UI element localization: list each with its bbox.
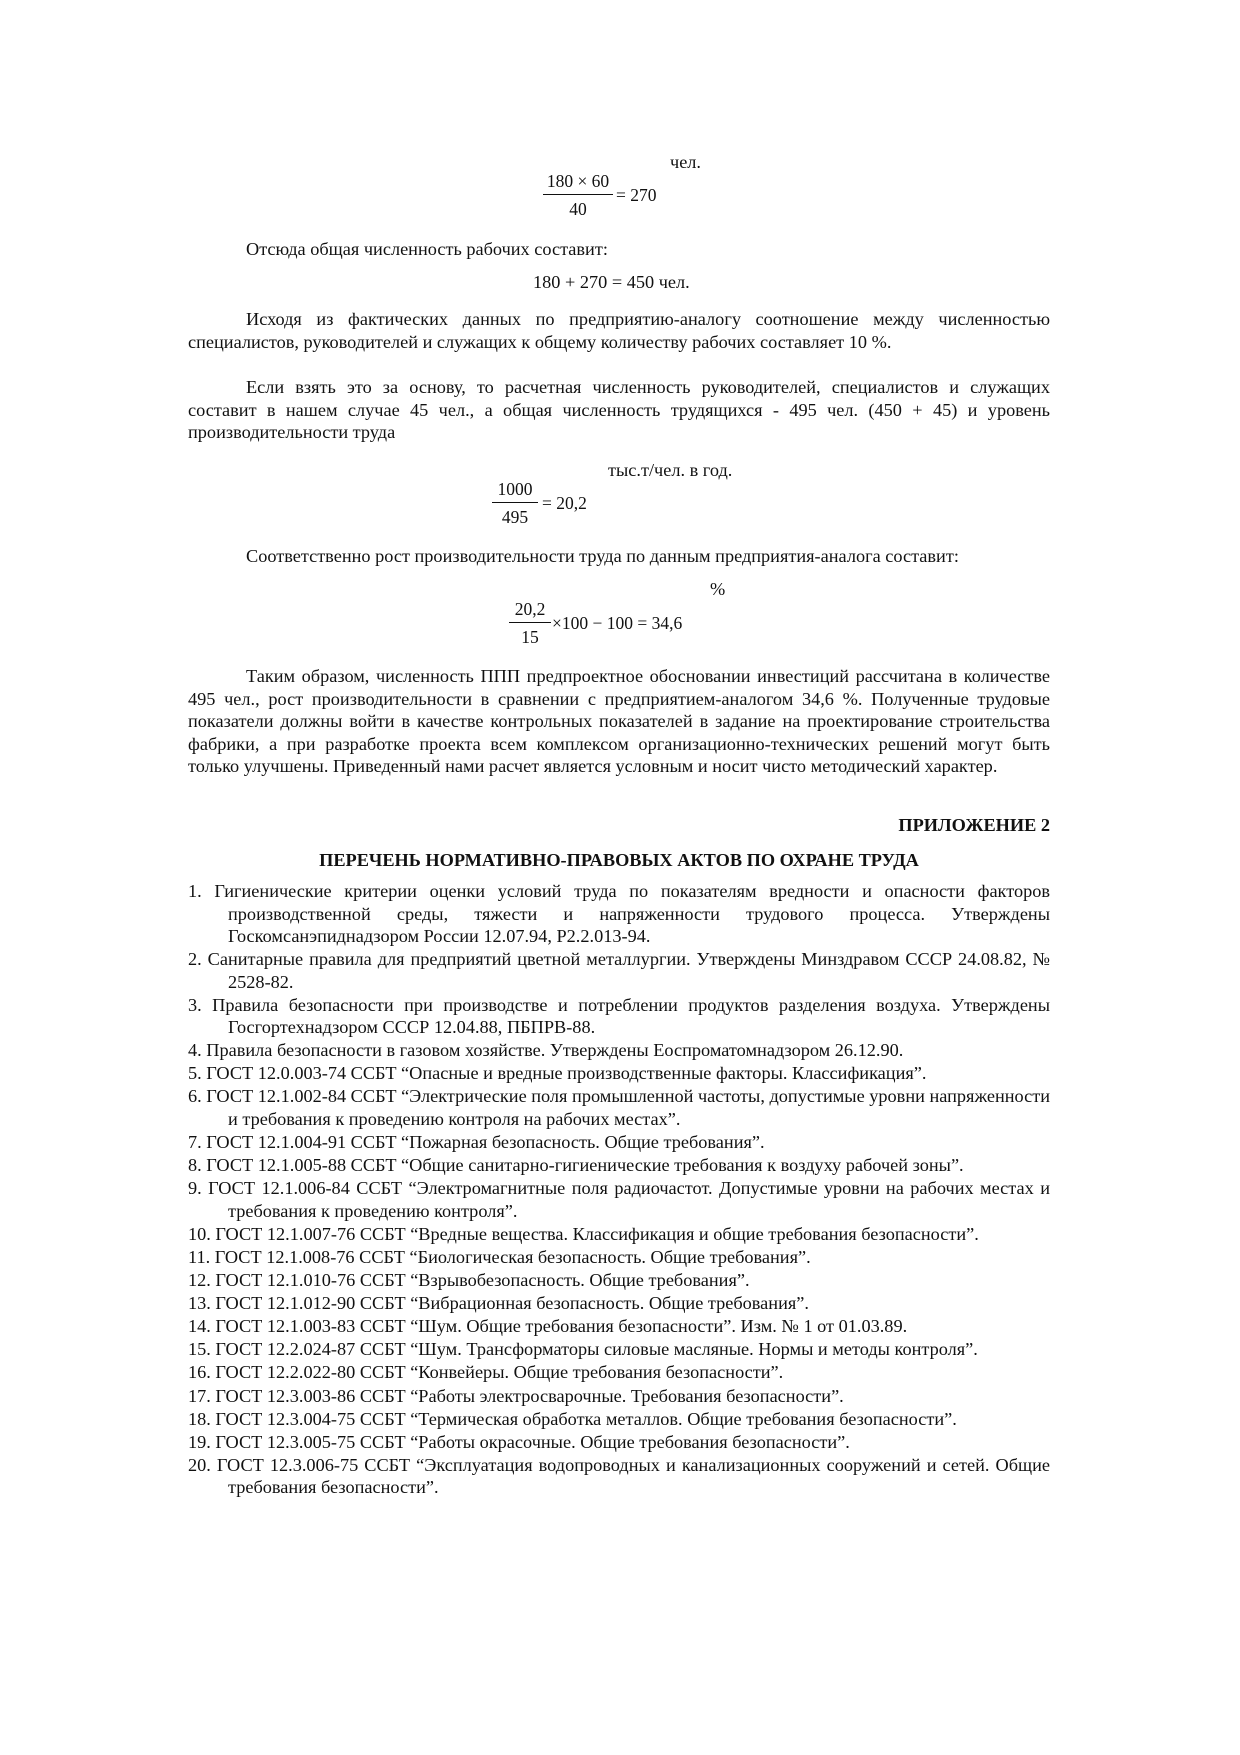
paragraph-growth: Соответственно рост производительности труда по данным предприятия-аналога составит: [246,546,959,566]
formula1-unit: чел. [670,152,702,172]
list-item: 8. ГОСТ 12.1.005-88 ССБТ “Общие санитарно-гигиенические требования к воздуху рабочей зоны”. [188,1155,964,1176]
list-item: 6. ГОСТ 12.1.002-84 ССБТ “Электрические поля промышленной частоты, допустимые уровни напряженности и требования к проведению контроля на рабочих местах”. [188,1086,1050,1129]
list-item: 14. ГОСТ 12.1.003-83 ССБТ “Шум. Общие требования безопасности”. Изм. № 1 от 01.03.89. [188,1316,908,1337]
list-item: 9. ГОСТ 12.1.006-84 ССБТ “Электромагнитные поля радиочастот. Допустимые уровни на рабочих местах и требования к проведению контроля”. [188,1178,1050,1221]
list-item: 2. Санитарные правила для предприятий цветной металлургии. Утверждены Минздравом СССР 24.08.82, № 2528-82. [188,949,1050,992]
list-item: 16. ГОСТ 12.2.022-80 ССБТ “Конвейеры. Общие требования безопасности”. [188,1362,784,1383]
fraction-bar [492,502,538,503]
formula2-fraction [492,478,538,528]
list-item: 19. ГОСТ 12.3.005-75 ССБТ “Работы окрасочные. Общие требования безопасности”. [188,1431,850,1452]
formula2-numerator: 1000 [497,479,533,499]
appendix-label: ПРИЛОЖЕНИЕ 2 [898,815,1050,835]
list-item: 1. Гигиенические критерии оценки условий труда по показателям вредности и опасности факторов производственной среды, тяжести и напряженности трудового процесса. Утверждены Госкомсанэпиднадзором России 12.07.94, Р2.2.013-94. [188,881,1050,946]
formula3-fraction [509,598,551,648]
acts-list [188,880,1050,1499]
list-item: 5. ГОСТ 12.0.003-74 ССБТ “Опасные и вредные производственные факторы. Классификация”. [188,1063,927,1084]
list-item: 10. ГОСТ 12.1.007-76 ССБТ “Вредные вещества. Классификация и общие требования безопасности”. [188,1223,979,1244]
list-item: 7. ГОСТ 12.1.004-91 ССБТ “Пожарная безопасность. Общие требования”. [188,1132,765,1153]
list-item: 20. ГОСТ 12.3.006-75 ССБТ “Эксплуатация водопроводных и канализационных сооружений и сетей. Общие требования безопасности”. [188,1454,1050,1498]
paragraph-total-intro: Отсюда общая численность рабочих составит: [246,239,608,259]
formula3-result: ×100 − 100 = 34,6 [552,613,683,633]
list-item: 4. Правила безопасности в газовом хозяйстве. Утверждены Еоспроматомнадзором 26.12.90. [188,1040,904,1061]
formula3-unit: % [710,579,726,599]
fraction-bar [509,622,551,623]
list-item: 13. ГОСТ 12.1.012-90 ССБТ “Вибрационная безопасность. Общие требования”. [188,1293,809,1314]
formula2-unit: тыс.т/чел. в год. [608,460,733,480]
formula2-denominator: 495 [501,507,529,527]
list-item: 3. Правила безопасности при производстве и потреблении продуктов разделения воздуха. Утверждены Госгортехнадзором СССР 12.04.88, ПБПРВ-88. [188,994,1050,1038]
formula2-result: = 20,2 [542,493,587,513]
formula1-fraction [543,170,613,220]
list-title: ПЕРЕЧЕНЬ НОРМАТИВНО-ПРАВОВЫХ АКТОВ ПО ОХРАНЕ ТРУДА [319,850,919,870]
formula1-denominator: 40 [569,199,587,219]
list-item: 11. ГОСТ 12.1.008-76 ССБТ “Биологическая безопасность. Общие требования”. [188,1246,811,1267]
formula3-numerator: 20,2 [514,599,546,619]
formula1-result: = 270 [616,185,657,205]
formula1-numerator: 180 × 60 [546,171,610,191]
list-item: 18. ГОСТ 12.3.004-75 ССБТ “Термическая обработка металлов. Общие требования безопасности”. [188,1408,957,1429]
paragraph-basis: Если взять это за основу, то расчетная численность руководителей, специалистов и служащих составит в нашем случае 45 чел., а общая численность трудящихся - 495 чел. (450 + 45) и уровень производительности труда [188,377,1050,442]
list-item: 15. ГОСТ 12.2.024-87 ССБТ “Шум. Трансформаторы силовые масляные. Нормы и методы контроля”. [188,1339,978,1360]
fraction-bar [543,194,613,195]
list-item: 17. ГОСТ 12.3.003-86 ССБТ “Работы электросварочные. Требования безопасности”. [188,1385,844,1406]
equation-total: 180 + 270 = 450 чел. [533,272,690,292]
list-item: 12. ГОСТ 12.1.010-76 ССБТ “Взрывобезопасность. Общие требования”. [188,1270,750,1291]
paragraph-ratio: Исходя из фактических данных по предприятию-аналогу соотношение между численностью специалистов, руководителей и служащих к общему количеству рабочих составляет 10 %. [188,309,1050,352]
paragraph-conclusion: Таким образом, численность ППП предпроектное обосновании инвестиций рассчитана в количестве 495 чел., рост производительности в сравнении с предприятием-аналогом 34,6 %. Полученные трудовые показатели должны войти в качестве контрольных показателей в задание на проектирование строительства фабрики, а при разработке проекта всем комплексом организационно-технических решений могут быть только улучшены. Приведенный нами расчет является условным и носит чисто методический характер. [188,666,1050,776]
formula3-denominator: 15 [521,627,539,647]
